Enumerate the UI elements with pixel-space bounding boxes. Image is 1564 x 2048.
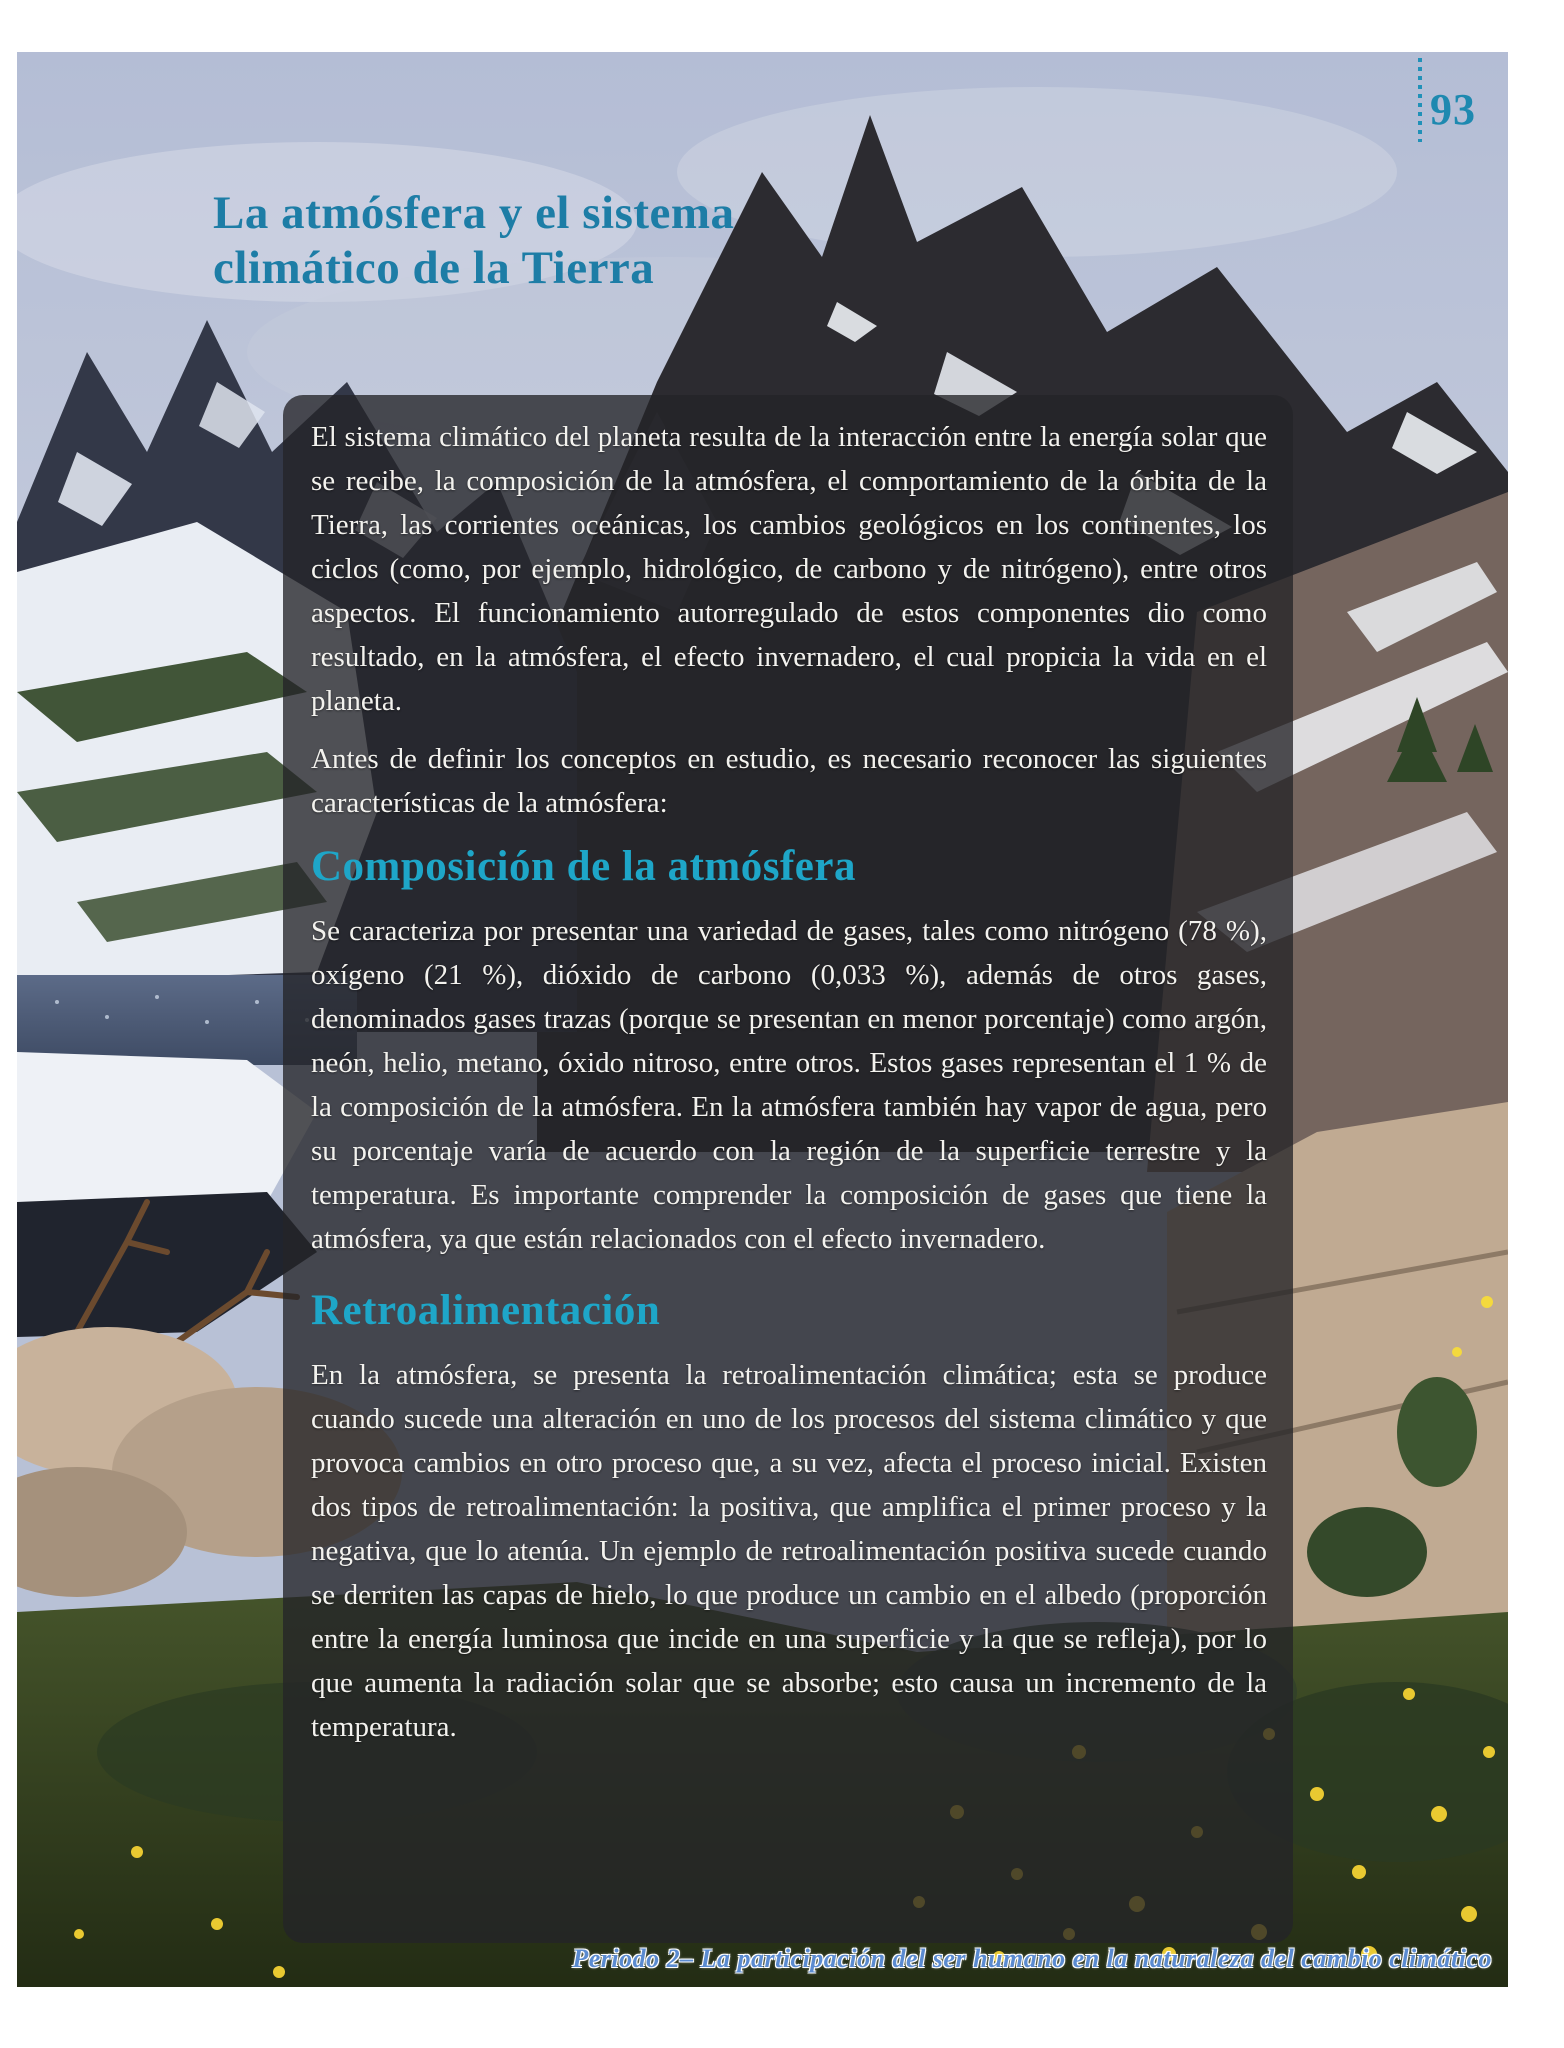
section-heading-composicion: Composición de la atmósfera [311, 843, 856, 890]
page-title-line-1: La atmósfera y el sistema [213, 187, 735, 239]
footer-running-title: Periodo 2– La participación del ser humano en la naturaleza del cambio climático [572, 1944, 1492, 1973]
page-title-line-2: climático de la Tierra [213, 241, 655, 294]
text-overlay-panel [283, 395, 1293, 1943]
section-paragraph-retroalimentacion: En la atmósfera, se presenta la retroalimentación climática; esta se produce cuando sucede una alteración en uno de los procesos del sistema climático y que provoca cambios en otro proceso que, a su vez, afecta el proceso inicial. Existen dos tipos de retroalimentación: la positiva, que amplifica el primer proceso y la negativa, que lo atenúa. Un ejemplo de retroalimentación positiva sucede cuando se derriten las capas de hielo, lo que produce un cambio en el albedo (proporción entre la energía luminosa que incide en una superficie y la que se refleja), por lo que aumenta la radiación solar que se absorbe; esto causa un incremento de la temperatura. [311, 1359, 1267, 1744]
section-paragraph-composicion: Se caracteriza por presentar una variedad de gases, tales como nitrógeno (78 %), oxígeno (21 %), dióxido de carbono (0,033 %), además de otros gases, denominados gases trazas (porque se presentan en menor porcentaje) como argón, neón, helio, metano, óxido nitroso, entre otros. Estos gases representan el 1 % de la composición de la atmósfera. En la atmósfera también hay vapor de agua, pero su porcentaje varía de acuerdo con la región de la superficie terrestre y la temperatura. Es importante comprender la composición de gases que tiene la atmósfera, ya que están relacionados con el efecto invernadero. [311, 915, 1267, 1256]
section-heading-retroalimentacion: Retroalimentación [311, 1287, 661, 1335]
mountain-landscape-photo [17, 52, 1508, 1987]
intro-paragraph-1: El sistema climático del planeta resulta de la interacción entre la energía solar que se recibe, la composición de la atmósfera, el comportamiento de la órbita de la Tierra, las corrientes oceánicas, los cambios geológicos en los continentes, los ciclos (como, por ejemplo, hidrológico, de carbono y de nitrógeno), entre otros aspectos. El funcionamiento autorregulado de estos componentes dio como resultado, en la atmósfera, el efecto invernadero, el cual propicia la vida en el planeta. [311, 421, 1267, 717]
intro-paragraph-2: Antes de definir los conceptos en estudio, es necesario reconocer las siguientes características de la atmósfera: [311, 743, 1267, 819]
page-title [213, 186, 735, 295]
page-number-dotted-divider-icon [1418, 58, 1422, 142]
page-number: 93 [1430, 85, 1476, 134]
